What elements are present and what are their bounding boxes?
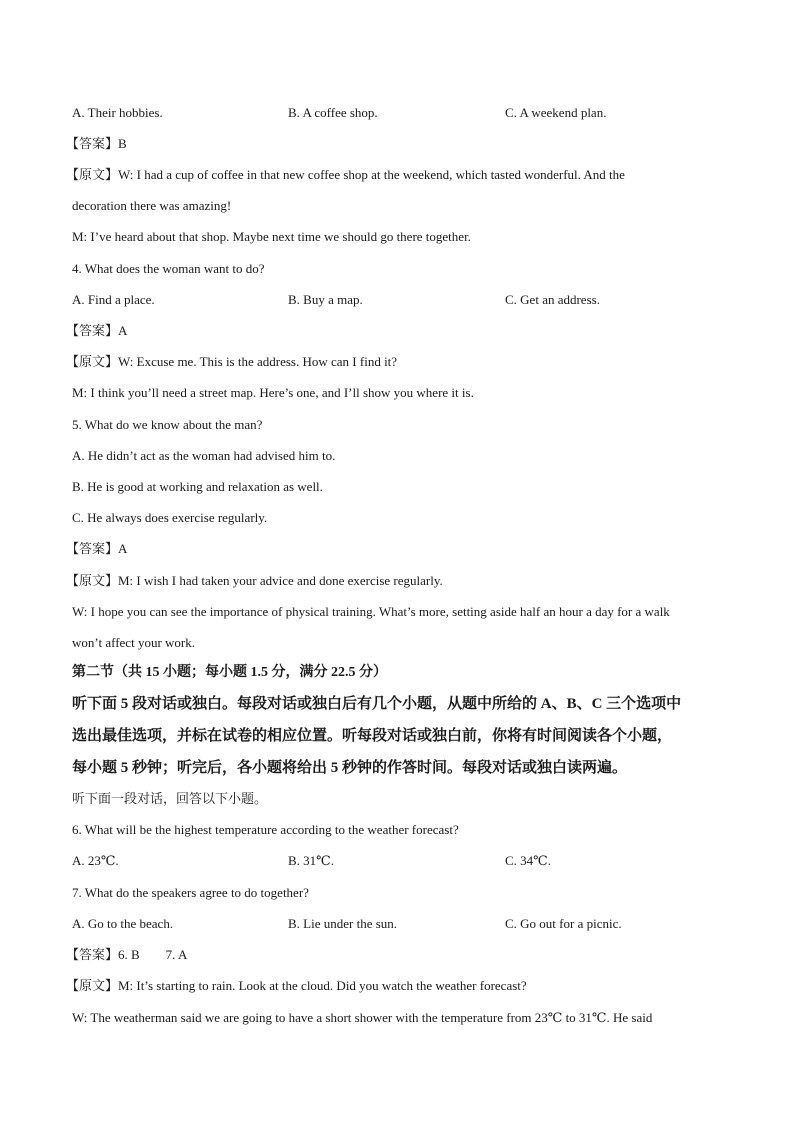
q6-question: 6. What will be the highest temperature according to the weather forecast? xyxy=(72,822,459,837)
q3-option-b: B. A coffee shop. xyxy=(288,105,378,120)
q5-question: 5. What do we know about the man? xyxy=(72,417,263,432)
q7-option-c: C. Go out for a picnic. xyxy=(505,916,622,931)
q5-option-b: B. He is good at working and relaxation as well. xyxy=(72,479,323,494)
q5-transcript-line-2: W: I hope you can see the importance of physical training. What’s more, setting aside half an hour a day for a walk xyxy=(72,604,670,619)
q5-transcript-line-1: 【原文】M: I wish I had taken your advice and done exercise regularly. xyxy=(66,573,443,588)
q4-transcript-line-2: M: I think you’ll need a street map. Here’s one, and I’ll show you where it is. xyxy=(72,385,474,400)
q3-transcript-line-3: M: I’ve heard about that shop. Maybe next time we should go there together. xyxy=(72,229,471,244)
q4-option-c: C. Get an address. xyxy=(505,292,600,307)
q5-transcript-line-3: won’t affect your work. xyxy=(72,635,195,650)
q7-transcript-line-1: 【原文】M: It’s starting to rain. Look at the cloud. Did you watch the weather forecast? xyxy=(66,978,527,993)
q4-option-b: B. Buy a map. xyxy=(288,292,363,307)
section-2-instruction-line-3: 每小题 5 秒钟；听完后，各小题将给出 5 秒钟的作答时间。每段对话或独白读两遍。 xyxy=(72,760,628,776)
q3-transcript-line-1: 【原文】W: I had a cup of coffee in that new coffee shop at the weekend, which tasted wonderful. And the xyxy=(66,167,625,182)
q5-option-a: A. He didn’t act as the woman had advised him to. xyxy=(72,448,336,463)
q4-question: 4. What does the woman want to do? xyxy=(72,261,265,276)
q3-option-a: A. Their hobbies. xyxy=(72,105,163,120)
q7-question: 7. What do the speakers agree to do together? xyxy=(72,885,309,900)
q7-transcript-line-2: W: The weatherman said we are going to have a short shower with the temperature from 23℃ to 31℃. He said xyxy=(72,1010,653,1025)
q3-answer: 【答案】B xyxy=(66,136,127,151)
q6-q7-answer: 【答案】6. B 7. A xyxy=(66,947,188,962)
section-2-heading: 第二节（共 15 小题；每小题 1.5 分，满分 22.5 分） xyxy=(72,665,387,680)
q6-option-c: C. 34℃. xyxy=(505,853,551,868)
q6-option-a: A. 23℃. xyxy=(72,853,119,868)
q4-transcript-line-1: 【原文】W: Excuse me. This is the address. How can I find it? xyxy=(66,354,398,369)
q6-option-b: B. 31℃. xyxy=(288,853,334,868)
section-2-instruction-line-2: 选出最佳选项，并标在试卷的相应位置。听每段对话或独白前，你将有时间阅读各个小题， xyxy=(72,728,673,744)
q4-option-a: A. Find a place. xyxy=(72,292,155,307)
q7-option-a: A. Go to the beach. xyxy=(72,916,174,931)
section-2-sub-instruction: 听下面一段对话，回答以下小题。 xyxy=(72,791,268,806)
q3-transcript-line-2: decoration there was amazing! xyxy=(72,198,232,213)
q4-answer: 【答案】A xyxy=(66,323,128,338)
q7-option-b: B. Lie under the sun. xyxy=(288,916,398,931)
section-2-instruction-line-1: 听下面 5 段对话或独白。每段对话或独白后有几个小题，从题中所给的 A、B、C 三个选项中 xyxy=(72,696,682,712)
q5-option-c: C. He always does exercise regularly. xyxy=(72,510,268,525)
q5-answer: 【答案】A xyxy=(66,541,128,556)
q3-option-c: C. A weekend plan. xyxy=(505,105,607,120)
